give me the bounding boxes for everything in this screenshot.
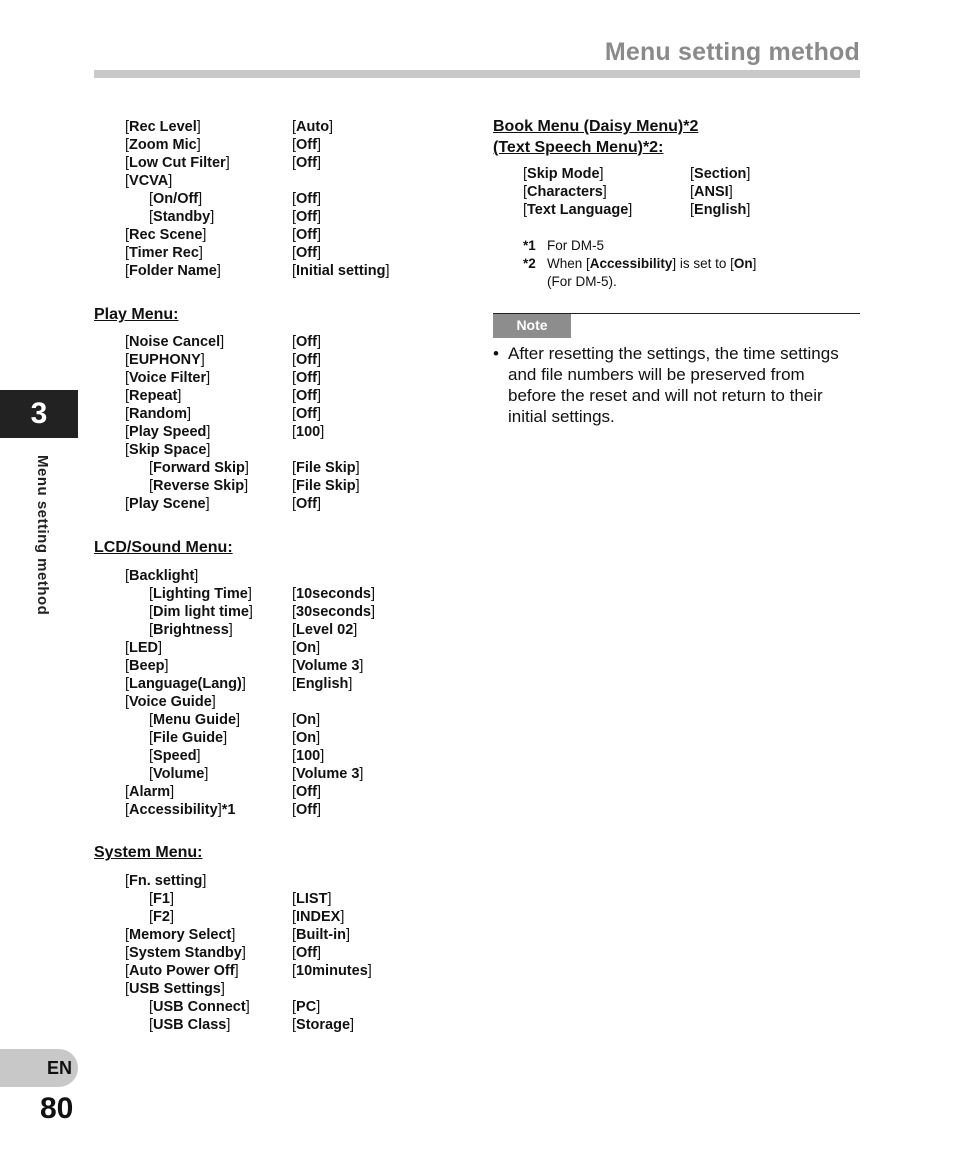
- menu-item-value: [Storage]: [292, 1017, 355, 1033]
- footnote-text: (For DM-5).: [547, 274, 617, 289]
- menu-item-value: [Level 02]: [292, 622, 358, 638]
- menu-item-name: [F2]: [149, 909, 174, 925]
- chapter-tab: 3: [0, 390, 78, 438]
- menu-row: [149, 585, 252, 603]
- menu-item-value: [LIST]: [292, 891, 332, 907]
- menu-item-name: [Forward Skip]: [149, 460, 249, 476]
- menu-item-name: [F1]: [149, 891, 174, 907]
- menu-item-value: [10minutes]: [292, 963, 372, 979]
- lcd-menu-heading: LCD/Sound Menu:: [94, 539, 233, 556]
- menu-item-value: [ANSI]: [690, 184, 733, 200]
- menu-row: [125, 657, 169, 675]
- menu-item-name: [Volume]: [149, 766, 209, 782]
- menu-item-name: [Voice Filter]: [125, 370, 211, 386]
- menu-row: [149, 477, 248, 495]
- menu-row: [125, 423, 210, 441]
- menu-item-name: [Beep]: [125, 658, 169, 674]
- menu-item-name: [USB Class]: [149, 1017, 231, 1033]
- menu-row: [149, 998, 250, 1016]
- menu-item-value: [File Skip]: [292, 478, 360, 494]
- menu-item-value: [PC]: [292, 999, 321, 1015]
- menu-item-name: [Skip Space]: [125, 442, 211, 458]
- menu-item-name: [USB Settings]: [125, 981, 225, 997]
- menu-item-name: [Backlight]: [125, 568, 199, 584]
- menu-item-value: [Volume 3]: [292, 658, 364, 674]
- menu-item-value: [Off]: [292, 334, 321, 350]
- book-menu-heading-line2: (Text Speech Menu)*2:: [493, 139, 664, 156]
- footnote-mark: *1: [523, 238, 536, 253]
- menu-row: [149, 208, 214, 226]
- menu-item-value: [Off]: [292, 352, 321, 368]
- menu-item-value: [INDEX]: [292, 909, 345, 925]
- title-rule: [94, 70, 860, 78]
- menu-item-name: [Random]: [125, 406, 192, 422]
- menu-item-value: [Off]: [292, 137, 321, 153]
- menu-row: [125, 801, 235, 819]
- menu-row: [125, 567, 198, 585]
- menu-item-name: [Reverse Skip]: [149, 478, 249, 494]
- menu-item-name: [Language(Lang)]: [125, 676, 246, 692]
- menu-item-name: [Repeat]: [125, 388, 182, 404]
- menu-item-value: [10seconds]: [292, 586, 376, 602]
- menu-row: [149, 890, 174, 908]
- menu-item-name: [Timer Rec]: [125, 245, 203, 261]
- menu-row: [125, 387, 181, 405]
- menu-row: [125, 172, 172, 190]
- menu-row: [125, 262, 221, 280]
- menu-row: [125, 405, 191, 423]
- menu-row: [125, 369, 210, 387]
- menu-item-value: [Auto]: [292, 119, 334, 135]
- menu-item-name: [Accessibility]*1: [125, 802, 236, 818]
- menu-row: [149, 765, 208, 783]
- menu-row: [125, 693, 216, 711]
- bullet-icon: •: [493, 344, 499, 363]
- menu-item-value: [Initial setting]: [292, 263, 390, 279]
- menu-row: [523, 201, 632, 219]
- side-section-label: Menu setting method: [34, 455, 51, 616]
- footnote-mark: *2: [523, 256, 536, 271]
- footnote-text: For DM-5: [547, 238, 604, 253]
- menu-item-name: [Low Cut Filter]: [125, 155, 230, 171]
- menu-row: [125, 244, 203, 262]
- menu-row: [125, 944, 246, 962]
- menu-item-value: [Off]: [292, 370, 321, 386]
- page-title: Menu setting method: [604, 38, 860, 66]
- menu-row: [125, 783, 174, 801]
- note-body: [493, 343, 853, 427]
- menu-item-name: [Characters]: [523, 184, 607, 200]
- menu-item-value: [100]: [292, 748, 325, 764]
- menu-row: [149, 747, 201, 765]
- menu-item-name: [Voice Guide]: [125, 694, 216, 710]
- play-menu-heading: Play Menu:: [94, 306, 179, 323]
- menu-row: [125, 926, 235, 944]
- menu-row: [149, 908, 174, 926]
- menu-item-value: [On]: [292, 730, 321, 746]
- menu-row: [125, 639, 162, 657]
- menu-row: [125, 962, 239, 980]
- menu-row: [125, 980, 225, 998]
- menu-item-name: [LED]: [125, 640, 163, 656]
- menu-row: [125, 154, 230, 172]
- menu-item-value: [Volume 3]: [292, 766, 364, 782]
- menu-row: [523, 183, 607, 201]
- menu-item-name: [Text Language]: [523, 202, 633, 218]
- menu-row: [149, 711, 240, 729]
- note-label: Note: [493, 314, 571, 338]
- menu-item-name: [Lighting Time]: [149, 586, 252, 602]
- menu-item-value: [Off]: [292, 406, 321, 422]
- menu-item-value: [Off]: [292, 155, 321, 171]
- menu-row: [149, 729, 227, 747]
- menu-item-name: [Menu Guide]: [149, 712, 241, 728]
- menu-item-name: [Standby]: [149, 209, 215, 225]
- menu-row: [149, 603, 253, 621]
- menu-item-name: [File Guide]: [149, 730, 228, 746]
- footnote-1: [523, 237, 604, 255]
- language-badge: EN: [0, 1049, 78, 1087]
- menu-row: [125, 136, 201, 154]
- menu-item-value: [Off]: [292, 945, 321, 961]
- page-number: 80: [40, 1092, 74, 1125]
- menu-item-name: [USB Connect]: [149, 999, 250, 1015]
- menu-item-value: [Off]: [292, 802, 321, 818]
- menu-item-value: [Section]: [690, 166, 751, 182]
- menu-row: [125, 872, 206, 890]
- menu-item-value: [Off]: [292, 245, 321, 261]
- menu-item-name: [Auto Power Off]: [125, 963, 239, 979]
- menu-item-name: [Memory Select]: [125, 927, 236, 943]
- menu-row: [149, 190, 202, 208]
- menu-item-value: [Off]: [292, 209, 321, 225]
- menu-item-name: [Noise Cancel]: [125, 334, 225, 350]
- menu-row: [125, 351, 205, 369]
- menu-item-name: [Play Speed]: [125, 424, 211, 440]
- footnote-2-continued: [523, 273, 617, 291]
- menu-item-value: [Off]: [292, 227, 321, 243]
- menu-item-name: [Folder Name]: [125, 263, 221, 279]
- menu-item-name: [Rec Level]: [125, 119, 201, 135]
- menu-row: [149, 459, 249, 477]
- menu-item-name: [Zoom Mic]: [125, 137, 201, 153]
- menu-item-name: [Speed]: [149, 748, 201, 764]
- menu-row: [523, 165, 604, 183]
- note-text: After resetting the settings, the time settings and file numbers will be preserved from before the reset and will not return to their initial settings.: [508, 344, 839, 426]
- menu-item-name: [Dim light time]: [149, 604, 253, 620]
- menu-item-name: [On/Off]: [149, 191, 203, 207]
- menu-item-name: [VCVA]: [125, 173, 173, 189]
- menu-row: [125, 333, 224, 351]
- menu-row: [125, 675, 246, 693]
- menu-row: [125, 441, 210, 459]
- menu-item-name: [Skip Mode]: [523, 166, 604, 182]
- menu-item-value: [Off]: [292, 191, 321, 207]
- menu-item-name: [Brightness]: [149, 622, 233, 638]
- footnote-2: *2 When [Accessibility] is set to [On]: [523, 256, 757, 271]
- menu-item-name: [EUPHONY]: [125, 352, 205, 368]
- menu-item-value: [Built-in]: [292, 927, 350, 943]
- menu-row: [125, 495, 210, 513]
- menu-row: [149, 1016, 230, 1034]
- menu-item-value: [English]: [292, 676, 353, 692]
- book-menu-heading-line1: Book Menu (Daisy Menu)*2: [493, 118, 699, 135]
- menu-item-value: [Off]: [292, 388, 321, 404]
- menu-item-name: [Play Scene]: [125, 496, 210, 512]
- menu-row: [149, 621, 233, 639]
- menu-item-name: [Rec Scene]: [125, 227, 207, 243]
- menu-row: [125, 118, 201, 136]
- system-menu-heading: System Menu:: [94, 844, 203, 861]
- menu-item-value: [30seconds]: [292, 604, 376, 620]
- menu-item-name: [System Standby]: [125, 945, 246, 961]
- menu-item-name: [Alarm]: [125, 784, 175, 800]
- menu-item-value: [File Skip]: [292, 460, 360, 476]
- menu-item-value: [On]: [292, 640, 321, 656]
- menu-item-value: [English]: [690, 202, 751, 218]
- menu-item-value: [100]: [292, 424, 325, 440]
- menu-item-value: [On]: [292, 712, 321, 728]
- menu-item-value: [Off]: [292, 784, 321, 800]
- menu-row: [125, 226, 206, 244]
- menu-item-name: [Fn. setting]: [125, 873, 207, 889]
- menu-item-value: [Off]: [292, 496, 321, 512]
